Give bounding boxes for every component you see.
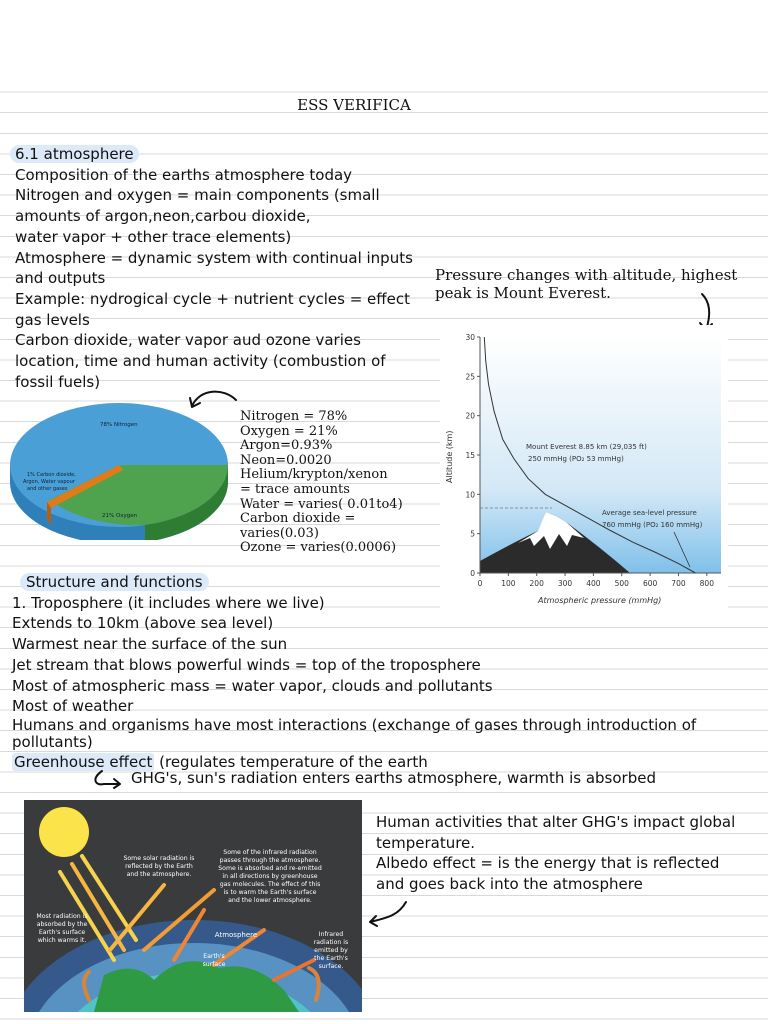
y-tick-label: 20 <box>465 411 475 421</box>
section-1 <box>15 144 413 392</box>
ghg-arrow <box>90 768 126 790</box>
section-1-line: amounts of argon,neon,carbou dioxide, <box>15 207 311 226</box>
section-2-line: Extends to 10km (above sea level) <box>12 614 274 633</box>
section-1-line: Carbon dioxide, water vapor aud ozone varies <box>15 331 361 350</box>
sealevel-annotation: 760 mmHg (PO₂ 160 mmHg) <box>602 521 703 529</box>
svg-text:absorbed by the: absorbed by the <box>36 921 88 928</box>
greenhouse-rest: (regulates temperature of the earth <box>154 752 428 771</box>
section-2-line: pollutants) <box>12 733 93 752</box>
svg-text:surface: surface <box>202 961 226 968</box>
svg-text:Some of the infrared radiation: Some of the infrared radiation <box>223 849 317 856</box>
section-1-heading: 6.1 atmosphere <box>15 144 413 165</box>
svg-text:Earth's: Earth's <box>203 953 225 960</box>
svg-text:radiation is: radiation is <box>313 939 349 946</box>
composition-list <box>240 410 403 556</box>
composition-item: Argon=0.93% <box>240 438 333 454</box>
ghg-line: GHG's, sun's radiation enters earths atmosphere, warmth is absorbed <box>131 769 656 787</box>
y-tick-label: 5 <box>470 529 475 539</box>
svg-text:Atmosphere: Atmosphere <box>214 931 258 939</box>
x-tick-label: 200 <box>529 579 544 588</box>
svg-text:Most radiation is: Most radiation is <box>36 913 88 920</box>
section-2 <box>12 572 696 773</box>
y-tick-label: 25 <box>465 372 475 382</box>
pie-label-other: Argon, Water vapour <box>23 479 75 485</box>
svg-text:Earth's surface: Earth's surface <box>38 929 86 936</box>
section-1-line: Atmosphere = dynamic system with continual inputs <box>15 248 413 267</box>
composition-item: Nitrogen = 78% <box>240 409 348 424</box>
y-tick-label: 15 <box>465 451 475 460</box>
pressure-note-line: peak is Mount Everest. <box>435 284 611 302</box>
human-activity-note <box>376 812 735 895</box>
x-tick-label: 800 <box>699 579 714 588</box>
pie-arrow <box>186 386 242 414</box>
x-tick-label: 0 <box>477 579 483 588</box>
x-tick-label: 600 <box>642 579 658 588</box>
albedo-arrow <box>364 896 414 930</box>
composition-item: Ozone = varies(0.0006) <box>240 540 397 556</box>
svg-text:Infrared: Infrared <box>318 931 344 938</box>
pie-label-other: and other gases <box>27 486 68 492</box>
svg-text:and the atmosphere.: and the atmosphere. <box>126 871 192 878</box>
human-note-line: and goes back into the atmosphere <box>376 875 643 894</box>
svg-text:is to warm the Earth's surface: is to warm the Earth's surface <box>223 889 317 896</box>
human-note-line: temperature. <box>376 833 476 852</box>
sun-icon <box>39 807 89 857</box>
svg-text:surface.: surface. <box>318 963 344 970</box>
svg-text:the Earth's: the Earth's <box>314 955 348 962</box>
greenhouse-term: Greenhouse effect <box>14 752 153 771</box>
human-note-line: Human activities that alter GHG's impact global <box>376 813 736 831</box>
page-title: ESS VERIFICA <box>297 96 411 114</box>
y-tick-label: 30 <box>465 333 475 342</box>
svg-text:reflected by the Earth: reflected by the Earth <box>125 863 193 870</box>
pie-label-nitrogen: 78% Nitrogen <box>100 422 138 428</box>
x-tick-label: 400 <box>586 579 601 588</box>
section-2-line: Most of weather <box>12 697 134 716</box>
sealevel-annotation: Average sea-level pressure <box>602 509 697 517</box>
section-1-line: Composition of the earths atmosphere today <box>15 165 353 184</box>
section-2-line: Most of atmospheric mass = water vapor, clouds and pollutants <box>12 676 493 695</box>
everest-annotation: Mount Everest 8.85 km (29,035 ft) <box>526 443 647 451</box>
x-tick-label: 700 <box>671 579 686 588</box>
x-tick-label: 300 <box>557 579 573 588</box>
greenhouse-diagram <box>24 800 362 1012</box>
x-tick-label: 100 <box>501 579 516 588</box>
composition-item: = trace amounts <box>240 481 350 497</box>
human-note-line: Albedo effect = is the energy that is reflected <box>376 854 720 873</box>
composition-item: Neon=0.0020 <box>240 452 332 468</box>
composition-item: Water = varies( 0.01to4) <box>240 496 403 512</box>
svg-text:which warms it.: which warms it. <box>37 937 87 944</box>
svg-text:Some is absorbed and re-emitte: Some is absorbed and re-emitted <box>218 865 322 872</box>
section-1-line: location, time and human activity (combustion of <box>15 352 386 371</box>
altitude-pressure-chart <box>440 325 728 610</box>
svg-text:gas molecules. The effect of t: gas molecules. The effect of this <box>219 881 321 888</box>
x-tick-label: 500 <box>614 579 629 588</box>
section-2-line: Jet stream that blows powerful winds = top of the troposphere <box>12 655 481 674</box>
y-axis-label: Altitude (km) <box>445 430 454 483</box>
y-tick-label: 0 <box>470 569 475 578</box>
svg-text:in all directions by greenhous: in all directions by greenhouse <box>222 873 318 880</box>
section-2-line: 1. Troposphere (it includes where we live) <box>12 593 325 612</box>
everest-annotation: 250 mmHg (PO₂ 53 mmHg) <box>528 455 624 463</box>
section-1-line: water vapor + other trace elements) <box>15 227 292 246</box>
section-2-line: Warmest near the surface of the sun <box>12 635 288 654</box>
svg-text:and the lower atmosphere.: and the lower atmosphere. <box>228 897 312 904</box>
composition-item: Oxygen = 21% <box>240 423 338 439</box>
x-axis-label: Atmospheric pressure (mmHg) <box>538 596 662 605</box>
pie-label-other: 1% Carbon dioxide, <box>27 472 76 478</box>
pressure-note-line: Pressure changes with altitude, highest <box>435 266 738 284</box>
composition-item: Helium/krypton/xenon <box>240 467 388 483</box>
section-1-line: gas levels <box>15 310 90 329</box>
svg-text:emitted by: emitted by <box>314 947 348 954</box>
section-1-line: fossil fuels) <box>15 372 101 391</box>
svg-text:Some solar radiation is: Some solar radiation is <box>123 855 195 862</box>
pie-label-oxygen: 21% Oxygen <box>102 513 138 519</box>
composition-item: Carbon dioxide = <box>240 511 356 527</box>
composition-item: varies(0.03) <box>240 525 319 541</box>
section-2-line: Humans and organisms have most interactions (exchange of gases through introduction of <box>12 715 697 734</box>
section-1-line: Nitrogen and oxygen = main components (small <box>15 186 380 205</box>
section-1-line: and outputs <box>15 269 106 288</box>
section-2-heading: Structure and functions <box>12 572 696 593</box>
page-top-margin <box>0 0 768 72</box>
y-tick-label: 10 <box>465 490 475 500</box>
svg-text:passes through the atmosphere.: passes through the atmosphere. <box>219 857 321 864</box>
section-1-line: Example: nydrogical cycle + nutrient cycles = effect <box>15 289 410 308</box>
